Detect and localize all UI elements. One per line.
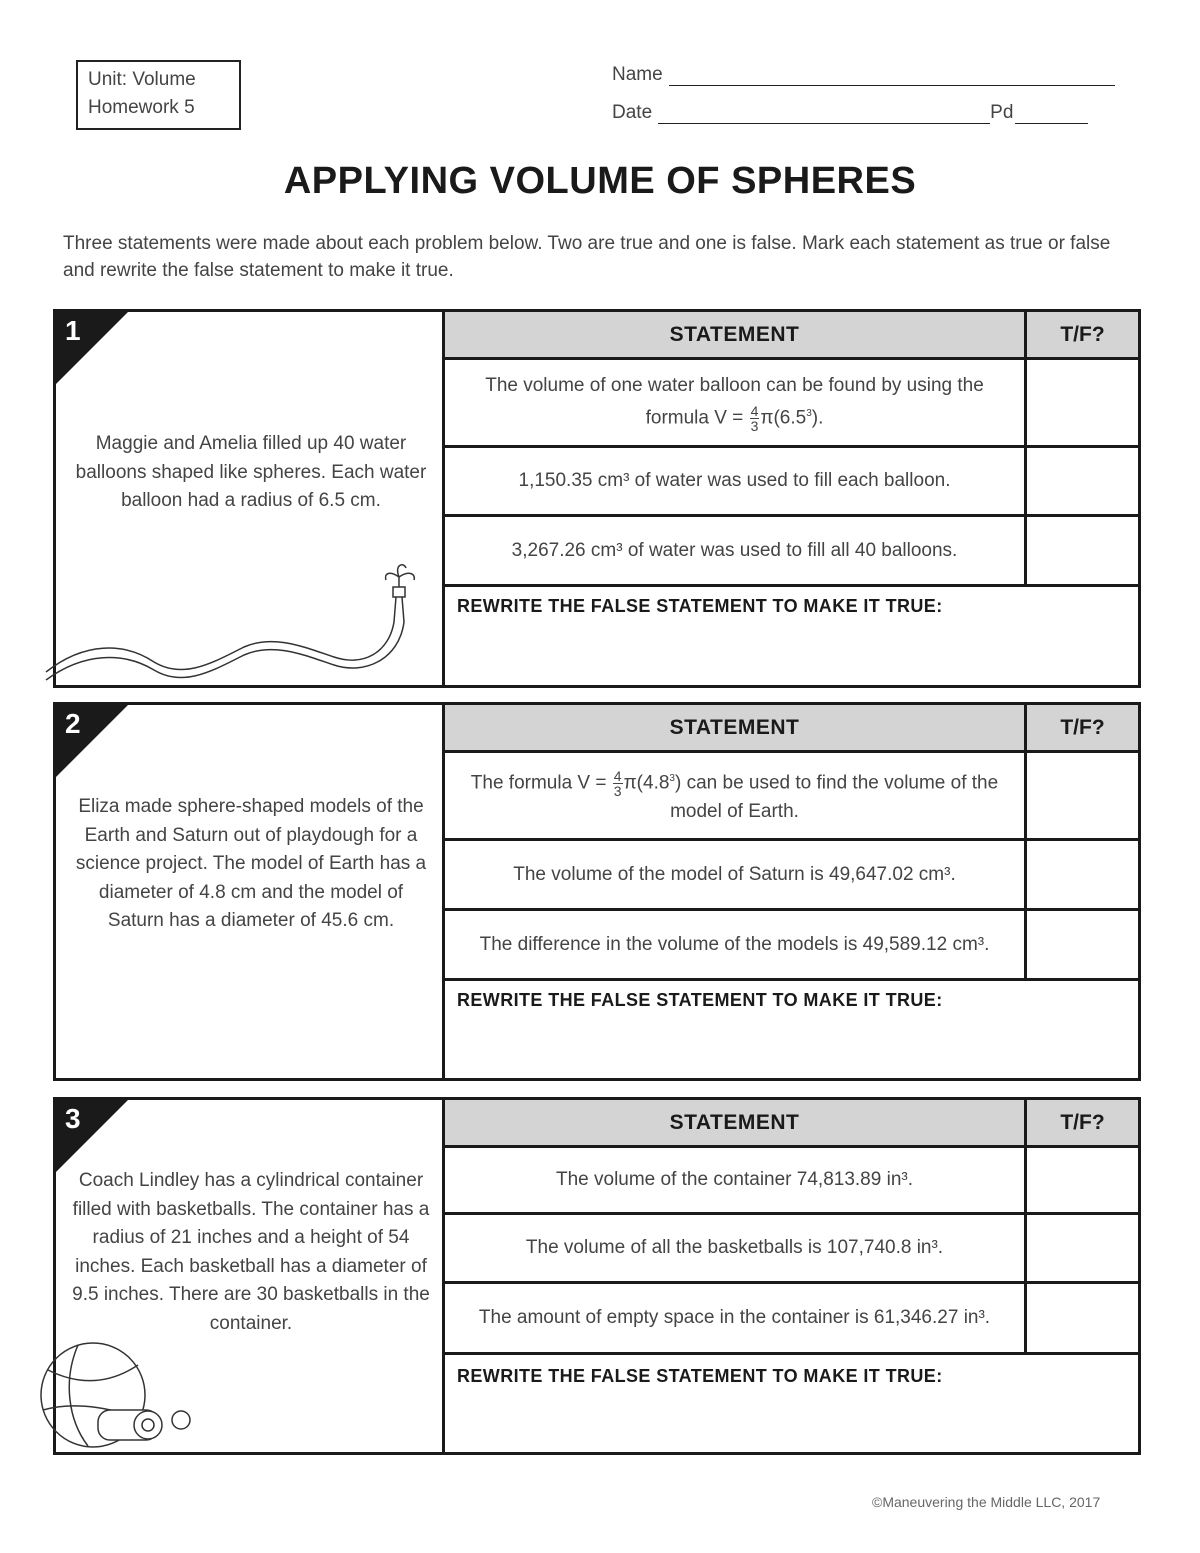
statement-row bbox=[445, 911, 1138, 981]
date-blank[interactable] bbox=[658, 102, 990, 124]
tf-header: T/F? bbox=[1060, 1110, 1105, 1134]
statement-row bbox=[445, 841, 1138, 911]
tf-answer-cell[interactable] bbox=[1027, 911, 1138, 978]
name-blank[interactable] bbox=[669, 64, 1115, 86]
statement-header: STATEMENT bbox=[445, 705, 1027, 750]
statement-pre: The formula V = bbox=[470, 772, 612, 794]
water-hose-icon bbox=[44, 562, 424, 682]
problem-description: Maggie and Amelia filled up 40 water balloons shaped like spheres. Each water balloon had a radius of 6.5 cm. bbox=[75, 433, 427, 511]
fraction-num: 4 bbox=[613, 767, 622, 784]
statement-tail: ) can be used to find the volume of the model of Earth. bbox=[670, 772, 999, 822]
table-header bbox=[445, 1100, 1138, 1148]
statement-post: π(4.8 bbox=[623, 772, 670, 794]
problem-1-table bbox=[445, 312, 1138, 685]
problem-number: 3 bbox=[65, 1103, 81, 1134]
period-blank[interactable] bbox=[1015, 102, 1088, 124]
fraction bbox=[750, 404, 760, 433]
problem-2 bbox=[53, 702, 1141, 1081]
statement-row bbox=[445, 448, 1138, 517]
table-header bbox=[445, 705, 1138, 753]
exponent: 3 bbox=[669, 773, 675, 785]
tf-answer-cell[interactable] bbox=[1027, 753, 1138, 838]
statement-row bbox=[445, 517, 1138, 587]
statement-text: The volume of the container 74,813.89 in³. bbox=[445, 1148, 1027, 1212]
problem-description: Coach Lindley has a cylindrical container filled with basketballs. The container has a radius of 21 inches and a height of 54 inches. Each basketball has a diameter of 9.5 inches. There are 30 basketballs in the container. bbox=[72, 1170, 430, 1334]
unit-box bbox=[76, 60, 241, 130]
tf-answer-cell[interactable] bbox=[1027, 1215, 1138, 1281]
table-header bbox=[445, 312, 1138, 360]
problem-1 bbox=[53, 309, 1141, 688]
name-label: Name bbox=[612, 64, 663, 85]
exponent: 3 bbox=[806, 408, 812, 420]
statement-header: STATEMENT bbox=[445, 1100, 1027, 1145]
statement-text: The volume of all the basketballs is 107,740.8 in³. bbox=[445, 1215, 1027, 1281]
problem-2-scenario bbox=[56, 705, 445, 1078]
instructions: Three statements were made about each problem below. Two are true and one is false. Mark each statement as true or false and rewrite the false statement to make it true. bbox=[63, 233, 1111, 281]
tf-answer-cell[interactable] bbox=[1027, 841, 1138, 908]
basketball-whistle-icon bbox=[38, 1340, 198, 1460]
statement-row bbox=[445, 360, 1138, 448]
tf-answer-cell[interactable] bbox=[1027, 517, 1138, 584]
statement-text bbox=[445, 753, 1027, 838]
name-field bbox=[612, 64, 1115, 86]
date-field bbox=[612, 102, 1115, 124]
statement-post: π(6.5 bbox=[760, 407, 807, 429]
statement-pre: The volume of one water balloon can be found by using the formula V = bbox=[485, 375, 984, 429]
statement-row bbox=[445, 753, 1138, 841]
statement-text: The volume of the model of Saturn is 49,647.02 cm³. bbox=[445, 841, 1027, 908]
statement-tail: ). bbox=[811, 407, 824, 429]
problem-number: 2 bbox=[65, 708, 81, 739]
fraction-num: 4 bbox=[750, 402, 759, 419]
rewrite-label: REWRITE THE FALSE STATEMENT TO MAKE IT TRUE: bbox=[457, 1366, 943, 1386]
problem-2-table bbox=[445, 705, 1138, 1078]
statement-text: The amount of empty space in the container is 61,346.27 in³. bbox=[445, 1284, 1027, 1352]
copyright: ©Maneuvering the Middle LLC, 2017 bbox=[872, 1494, 1101, 1510]
tf-header: T/F? bbox=[1060, 715, 1105, 739]
statement-row bbox=[445, 1215, 1138, 1284]
tf-answer-cell[interactable] bbox=[1027, 360, 1138, 445]
page-title: APPLYING VOLUME OF SPHERES bbox=[283, 160, 917, 202]
statement-text: 3,267.26 cm³ of water was used to fill all 40 balloons. bbox=[445, 517, 1027, 584]
statement-row bbox=[445, 1284, 1138, 1355]
date-label: Date bbox=[612, 102, 653, 123]
problem-number: 1 bbox=[65, 315, 81, 346]
tf-answer-cell[interactable] bbox=[1027, 448, 1138, 514]
problem-description: Eliza made sphere-shaped models of the Earth and Saturn out of playdough for a science project. The model of Earth has a diameter of 4.8 cm and the model of Saturn has a diameter of 45.6 cm. bbox=[75, 796, 427, 931]
rewrite-label: REWRITE THE FALSE STATEMENT TO MAKE IT TRUE: bbox=[457, 596, 943, 616]
statement-text: 1,150.35 cm³ of water was used to fill each balloon. bbox=[445, 448, 1027, 514]
unit-label: Unit: Volume bbox=[88, 69, 196, 90]
problem-3-table bbox=[445, 1100, 1138, 1452]
statement-header: STATEMENT bbox=[445, 312, 1027, 357]
problem-1-scenario bbox=[56, 312, 445, 685]
statement-text: The difference in the volume of the models is 49,589.12 cm³. bbox=[445, 911, 1027, 978]
fraction-den: 3 bbox=[750, 417, 759, 434]
statement-text bbox=[445, 360, 1027, 445]
problem-3-scenario bbox=[56, 1100, 445, 1452]
homework-label: Homework 5 bbox=[88, 97, 195, 118]
fraction-den: 3 bbox=[613, 782, 622, 799]
tf-answer-cell[interactable] bbox=[1027, 1284, 1138, 1352]
statement-row bbox=[445, 1148, 1138, 1215]
tf-answer-cell[interactable] bbox=[1027, 1148, 1138, 1212]
tf-header: T/F? bbox=[1060, 322, 1105, 346]
fraction bbox=[613, 769, 623, 798]
rewrite-label: REWRITE THE FALSE STATEMENT TO MAKE IT TRUE: bbox=[457, 990, 943, 1010]
problem-3 bbox=[53, 1097, 1141, 1455]
period-label: Pd bbox=[990, 102, 1014, 123]
